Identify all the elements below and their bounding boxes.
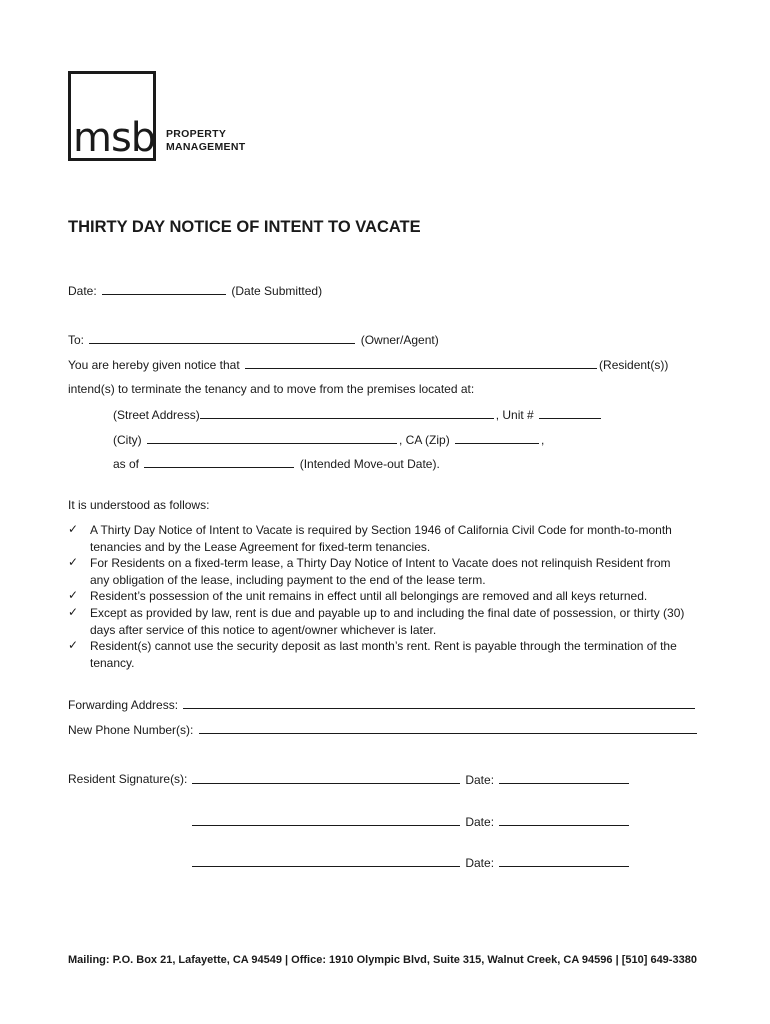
company-logo-mark: [68, 71, 156, 161]
signature-row: [192, 814, 631, 829]
signature-date-label: Date:: [465, 856, 495, 870]
logo-line-1: PROPERTY: [166, 128, 227, 140]
signature-date-field[interactable]: [499, 772, 629, 784]
signature-field[interactable]: [192, 855, 460, 867]
city-line-end: ,: [541, 433, 545, 447]
checkmark-icon: ✓: [68, 605, 79, 619]
unit-number-field[interactable]: [539, 407, 601, 419]
list-item-text: Resident(s) cannot use the security deposit as last month’s rent. Rent is payable through the termination of the tenancy.: [90, 639, 677, 670]
signature-label: Resident Signature(s):: [68, 772, 188, 786]
forwarding-address-field[interactable]: [183, 697, 695, 709]
street-label: (Street Address): [113, 408, 200, 422]
city-label: (City): [113, 433, 142, 447]
zip-field[interactable]: [455, 432, 539, 444]
resident-names-field[interactable]: [245, 357, 597, 369]
notice-prefix: You are hereby given notice that: [68, 358, 240, 372]
logo-text: msb: [73, 115, 156, 161]
list-item-text: For Residents on a fixed-term lease, a Thirty Day Notice of Intent to Vacate does not relinquish Resident from any obligation of the lease, including payment to the end of the lease term.: [90, 556, 671, 587]
city-field[interactable]: [147, 432, 397, 444]
street-line: [113, 407, 603, 422]
list-item-text: Resident’s possession of the unit remains in effect until all belongings are removed and all keys returned.: [90, 589, 648, 603]
phone-label: New Phone Number(s):: [68, 723, 194, 737]
checkmark-icon: ✓: [68, 588, 79, 602]
state-zip-label: , CA (Zip): [399, 433, 450, 447]
date-submitted-suffix: (Date Submitted): [231, 284, 323, 298]
city-line: [113, 432, 544, 447]
logo-subtitle: [166, 128, 245, 154]
signature-date-field[interactable]: [499, 855, 629, 867]
asof-label: as of: [113, 457, 140, 471]
date-submitted-line: [68, 283, 322, 298]
unit-label: , Unit #: [495, 408, 534, 422]
owner-agent-field[interactable]: [89, 332, 355, 344]
document-title: THIRTY DAY NOTICE OF INTENT TO VACATE: [68, 218, 421, 236]
move-out-date-field[interactable]: [144, 456, 294, 468]
street-address-field[interactable]: [200, 407, 494, 419]
footer-contact: Mailing: P.O. Box 21, Lafayette, CA 94549 | Office: 1910 Olympic Blvd, Suite 315, Walnut Creek, CA 94596 | [510] 649-3380: [68, 954, 697, 966]
to-line: [68, 332, 439, 347]
signature-field[interactable]: [192, 772, 460, 784]
signature-row: [192, 772, 631, 787]
understood-heading: It is understood as follows:: [68, 498, 210, 512]
logo-line-2: MANAGEMENT: [166, 141, 246, 153]
intend-line: intend(s) to terminate the tenancy and to move from the premises located at:: [68, 382, 475, 396]
resident-suffix: (Resident(s)): [599, 358, 669, 372]
date-submitted-field[interactable]: [102, 283, 226, 295]
signature-date-label: Date:: [465, 773, 495, 787]
checkmark-icon: ✓: [68, 638, 79, 652]
date-label: Date:: [68, 284, 97, 298]
asof-line: [113, 456, 440, 471]
notice-line: [68, 357, 668, 372]
owner-agent-suffix: (Owner/Agent): [360, 333, 439, 347]
signature-row: [192, 855, 631, 870]
forwarding-label: Forwarding Address:: [68, 698, 179, 712]
signature-date-label: Date:: [465, 815, 495, 829]
move-out-suffix: (Intended Move-out Date).: [299, 457, 440, 471]
list-item-text: Except as provided by law, rent is due and payable up to and including the final date of possession, or thirty (30) days after service of this notice to agent/owner whichever is later.: [90, 606, 685, 637]
checkmark-icon: ✓: [68, 555, 79, 569]
phone-number-field[interactable]: [199, 722, 697, 734]
signature-field[interactable]: [192, 814, 460, 826]
list-item-text: A Thirty Day Notice of Intent to Vacate is required by Section 1946 of California Civil Code for month-to-month tenancies and by the Lease Agreement for fixed-term tenancies.: [90, 523, 672, 554]
signature-date-field[interactable]: [499, 814, 629, 826]
checkmark-icon: ✓: [68, 522, 79, 536]
forwarding-address-line: [68, 697, 697, 712]
to-label: To:: [68, 333, 85, 347]
phone-line: [68, 722, 699, 737]
